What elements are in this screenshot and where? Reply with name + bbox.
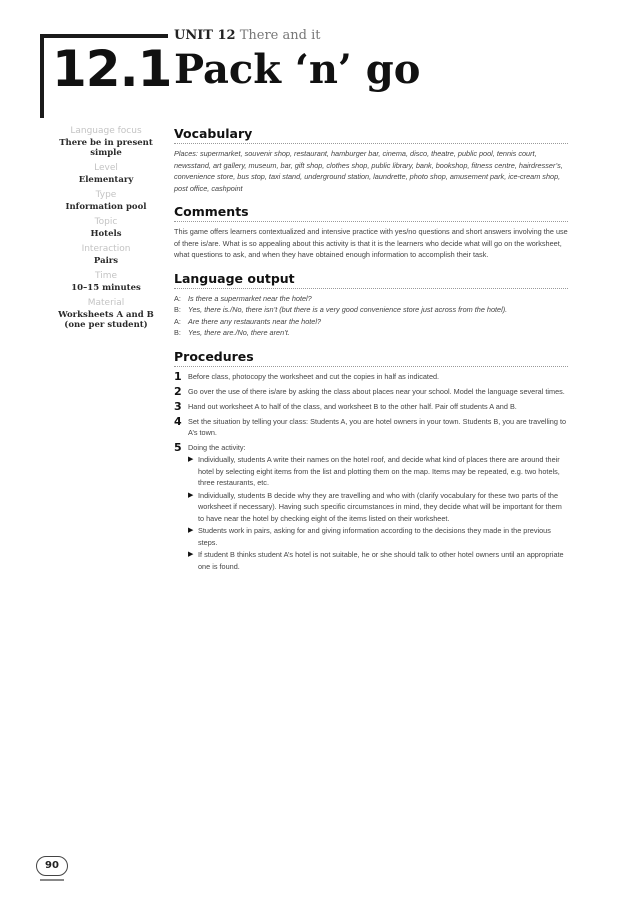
bullet-text: Students work in pairs, asking for and giving information according to the decisions they made in the previous steps. [198, 526, 551, 547]
sidebar-label: Material [87, 298, 125, 308]
sidebar-label: Topic [94, 217, 118, 227]
bullet-icon: ▶ [188, 550, 194, 558]
page-number: 90 [36, 856, 68, 876]
procedure-step [174, 371, 568, 383]
dialogue-line [174, 316, 568, 328]
sidebar-value-line: Elementary [78, 175, 134, 185]
sidebar-value-line: Hotels [90, 229, 122, 239]
bullet-icon: ▶ [188, 490, 194, 499]
sidebar-item-interaction [52, 244, 160, 266]
main-content [174, 126, 568, 582]
sidebar-label: Time [94, 271, 118, 281]
step-number: 2 [174, 384, 182, 398]
dialogue-text: Yes, there is./No, there isn’t (but there is a very good convenience store just across from the hotel). [188, 305, 508, 314]
sidebar-label: Language focus [70, 126, 142, 136]
step-number: 5 [174, 440, 182, 454]
unit-heading [174, 28, 320, 43]
vocabulary-text: Places: supermarket, souvenir shop, restaurant, hamburger bar, cinema, disco, theatre, public pool, tennis court, newsstand, art gallery, museum, bar, gift shop, clothes shop, public library, bank, bookshop, fitness centre, hairdresser’s, convenience store, bus stop, taxi stand, underground station, laundrette, photo shop, amusement park, ice-cream shop, post office, cashpoint [174, 149, 563, 193]
bullet-item [188, 549, 568, 572]
page-number-underline [40, 879, 64, 881]
sidebar-item-topic [52, 217, 160, 239]
sidebar-value-line: Pairs [93, 256, 119, 266]
dialogue-line [174, 293, 568, 305]
step-text: Before class, photocopy the worksheet and cut the copies in half as indicated. [188, 371, 440, 381]
sidebar-item-type [52, 190, 160, 212]
sidebar-value-line: Information pool [65, 202, 147, 212]
dialogue-speaker: A: [174, 316, 181, 326]
procedure-step [174, 386, 568, 398]
dialogue-text: Are there any restaurants near the hotel? [188, 316, 322, 326]
vocabulary-section [174, 126, 568, 194]
dialogue-speaker: B: [174, 305, 181, 314]
step-text: Set the situation by telling your class: Students A, you are hotel owners in your town. Students B, you are travelling to A’s town. [188, 416, 567, 437]
section-heading: Comments [174, 204, 568, 222]
procedure-step [174, 416, 568, 439]
bullet-text: If student B thinks student A’s hotel is not suitable, he or she should talk to other hotel owners until an appropriate one is found. [198, 550, 564, 571]
section-heading: Language output [174, 271, 568, 289]
sidebar-value [52, 175, 160, 185]
dialogue-line [174, 304, 568, 316]
sidebar-item-language-focus [52, 126, 160, 158]
step-number: 4 [174, 414, 182, 428]
procedure-step [174, 442, 568, 573]
sidebar-value [52, 310, 160, 330]
dialogue-text: Yes, there are./No, there aren’t. [188, 328, 290, 337]
bullet-item [188, 525, 568, 548]
sidebar-label: Interaction [81, 244, 131, 254]
sidebar-value-line: (one per student) [64, 320, 148, 330]
corner-bracket-horizontal [40, 34, 168, 38]
procedure-step [174, 401, 568, 413]
dialogue-speaker: B: [174, 328, 181, 337]
sidebar-value [52, 202, 160, 212]
sidebar-value [52, 256, 160, 266]
section-heading: Procedures [174, 349, 568, 367]
dialogue-line [174, 327, 568, 339]
step-text: Hand out worksheet A to half of the class, and worksheet B to the other half. Pair off students A and B. [188, 401, 517, 411]
comments-section [174, 204, 568, 261]
lesson-number: 12.1 [52, 40, 172, 98]
section-heading: Vocabulary [174, 126, 568, 144]
sidebar-value-line: simple [90, 148, 122, 158]
procedures-section [174, 349, 568, 573]
unit-label: UNIT 12 [174, 28, 236, 43]
language-output-section [174, 271, 568, 339]
info-sidebar [52, 126, 160, 335]
sidebar-label: Level [94, 163, 118, 173]
bullet-item [188, 454, 568, 489]
lesson-title: Pack ‘n’ go [174, 46, 421, 93]
bullet-icon: ▶ [188, 455, 194, 463]
bullet-text: Individually, students B decide why they are travelling and who with (clarify vocabulary for these two parts of the worksheet if necessary). Having such specific circumstances in mind, they decide what will be important for them to have near the hotel by checking eight of the items listed on their worksheet. [198, 490, 562, 523]
step-number: 3 [174, 399, 182, 413]
sidebar-label: Type [95, 190, 117, 200]
sidebar-value [52, 229, 160, 239]
sidebar-value-line: 10–15 minutes [71, 283, 141, 293]
comments-text: This game offers learners contextualized and intensive practice with yes/no questions and short answers involving the use of there is/are. What is so appealing about this activity is that it is the learners who decide what will go on the worksheet, what questions to ask, and when they have obtained enough information to accomplish their task. [174, 227, 568, 259]
sidebar-value [52, 283, 160, 293]
sidebar-value-line: There be in present [59, 138, 153, 148]
step-text: Go over the use of there is/are by asking the class about places near your school. Model the language several times. [188, 386, 565, 396]
sidebar-item-material [52, 298, 160, 330]
sidebar-value-line: Worksheets A and B [58, 310, 154, 320]
dialogue-text: Is there a supermarket near the hotel? [188, 293, 312, 303]
sidebar-item-time [52, 271, 160, 293]
bullet-text: Individually, students A write their names on the hotel roof, and decide what kind of places there are around their hotel by selecting eight items from the list and plotting them on the map. Items may be repeated, e.g. two hotels, three restaurants, etc. [198, 455, 560, 487]
sidebar-item-level [52, 163, 160, 185]
step-number: 1 [174, 369, 182, 383]
bullet-icon: ▶ [188, 526, 194, 534]
step-text: Doing the activity: [188, 442, 246, 452]
dialogue-speaker: A: [174, 293, 181, 303]
bullet-item [188, 490, 568, 525]
corner-bracket-vertical [40, 34, 44, 118]
sidebar-value [52, 138, 160, 158]
unit-title: There and it [239, 28, 321, 43]
